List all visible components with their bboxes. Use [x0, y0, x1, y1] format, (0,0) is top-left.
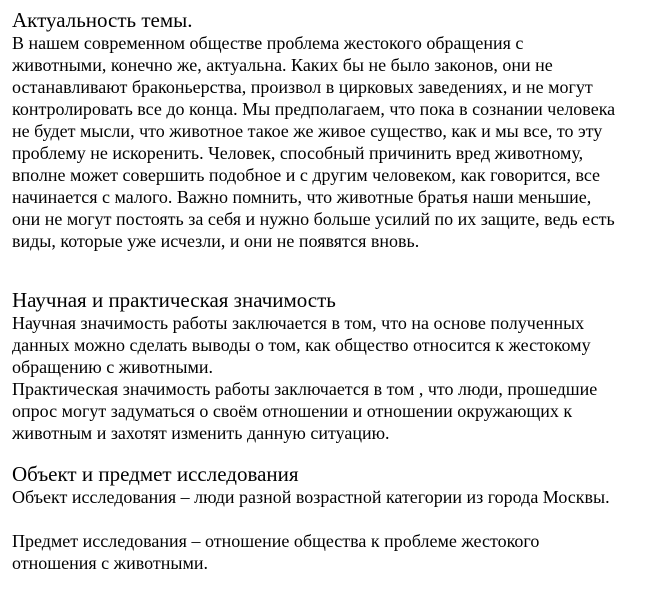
section-actuality: [12, 8, 620, 252]
section-object-subject: [12, 462, 620, 574]
paragraph: Объект исследования – люди разной возрастной категории из города Москвы.: [12, 487, 610, 507]
section-heading: Объект и предмет исследования: [12, 462, 299, 486]
section-heading: Актуальность темы.: [12, 8, 193, 32]
paragraph: В нашем современном обществе проблема жестокого обращения с животными, конечно же, актуальна. Каких бы не было законов, они не останавливают браконьерства, произвол в цирковых заведениях, и не могут контролировать все до конца. Мы предполагаем, что пока в сознании человека не будет мысли, что животное такое же живое существо, как и мы все, то эту проблему не искоренить. Человек, способный причинить вред животному, вполне может совершить подобное и с другим человеком, как говорится, все начинается с малого. Важно помнить, что животные братья наши меньшие, они не могут постоять за себя и нужно больше усилий по их защите, ведь есть виды, которые уже исчезли, и они не появятся вновь.: [12, 33, 616, 251]
section-significance: [12, 288, 620, 444]
section-heading: Научная и практическая значимость: [12, 288, 336, 312]
paragraph: Предмет исследования – отношение общества к проблеме жестокого отношения с животными.: [12, 531, 540, 573]
paragraph: Научная значимость работы заключается в том, что на основе полученных данных можно сделать выводы о том, как общество относится к жестокому обращению с животными.: [12, 313, 591, 377]
paragraph: Практическая значимость работы заключается в том , что люди, прошедшие опрос могут задуматься о своём отношении и отношении окружающих к животным и захотят изменить данную ситуацию.: [12, 379, 598, 443]
